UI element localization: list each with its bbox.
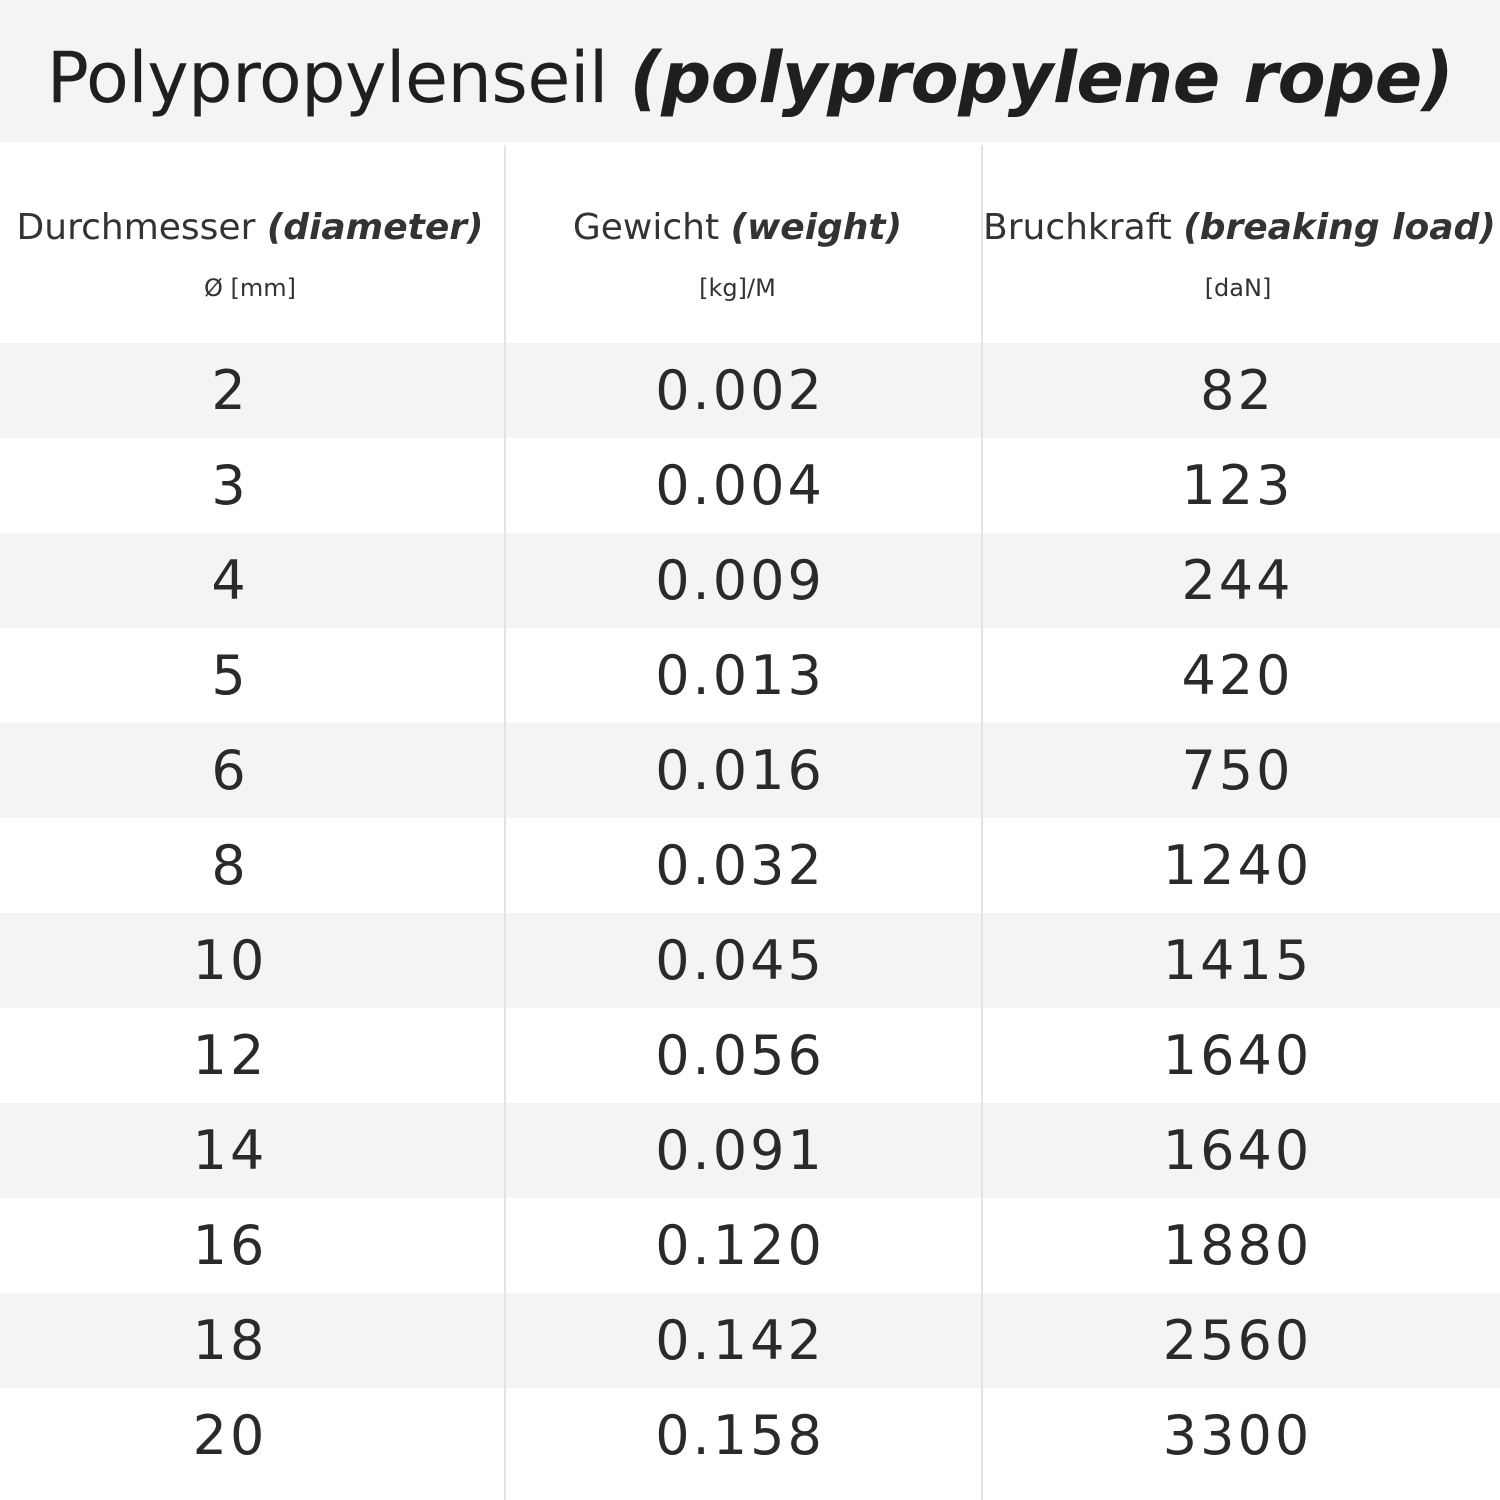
cell-diameter: 6 xyxy=(211,739,249,802)
table-row xyxy=(0,1198,1500,1293)
cell-weight: 0.056 xyxy=(655,1024,825,1087)
header-label: Bruchkraft xyxy=(983,207,1172,248)
header-label: Durchmesser xyxy=(16,207,256,248)
cell-weight: 0.091 xyxy=(655,1119,825,1182)
title-translation: (polypropylene rope) xyxy=(629,37,1454,119)
cell-weight: 0.013 xyxy=(655,644,825,707)
column-divider xyxy=(981,145,983,1500)
table-row xyxy=(0,913,1500,1008)
cell-breaking-load: 2560 xyxy=(1162,1309,1313,1372)
cell-breaking-load: 123 xyxy=(1181,454,1294,517)
table-row xyxy=(0,1103,1500,1198)
table-row xyxy=(0,438,1500,533)
cell-diameter: 20 xyxy=(192,1404,268,1467)
cell-diameter: 8 xyxy=(211,834,249,897)
column-header-weight xyxy=(500,205,975,303)
table-row xyxy=(0,818,1500,913)
page-title xyxy=(0,38,1500,118)
cell-breaking-load: 82 xyxy=(1200,359,1275,422)
header-label: Gewicht xyxy=(572,207,720,248)
cell-diameter: 4 xyxy=(211,549,249,612)
cell-diameter: 10 xyxy=(192,929,268,992)
cell-diameter: 18 xyxy=(192,1309,268,1372)
title-bar xyxy=(0,0,1500,142)
header-unit: [daN] xyxy=(1204,274,1272,302)
cell-breaking-load: 3300 xyxy=(1162,1404,1313,1467)
cell-weight: 0.016 xyxy=(655,739,825,802)
header-label-en: (breaking load) xyxy=(1183,207,1496,248)
cell-diameter: 14 xyxy=(192,1119,268,1182)
table-row xyxy=(0,1008,1500,1103)
cell-diameter: 2 xyxy=(211,359,249,422)
cell-diameter: 12 xyxy=(192,1024,268,1087)
cell-breaking-load: 750 xyxy=(1181,739,1294,802)
title-main: Polypropylenseil xyxy=(46,37,608,119)
cell-breaking-load: 1640 xyxy=(1162,1024,1313,1087)
cell-breaking-load: 1240 xyxy=(1162,834,1313,897)
cell-diameter: 5 xyxy=(211,644,249,707)
column-header-diameter xyxy=(0,205,500,303)
cell-breaking-load: 1640 xyxy=(1162,1119,1313,1182)
table-row xyxy=(0,1293,1500,1388)
table-row xyxy=(0,343,1500,438)
cell-breaking-load: 244 xyxy=(1181,549,1294,612)
header-label-en: (diameter) xyxy=(266,207,484,248)
table-row xyxy=(0,628,1500,723)
column-divider xyxy=(504,145,506,1500)
header-label-en: (weight) xyxy=(730,207,903,248)
table-row xyxy=(0,723,1500,818)
table-row xyxy=(0,1388,1500,1483)
cell-weight: 0.004 xyxy=(655,454,825,517)
column-header-breaking-load xyxy=(983,205,1496,303)
cell-weight: 0.142 xyxy=(655,1309,825,1372)
cell-breaking-load: 1415 xyxy=(1162,929,1313,992)
cell-weight: 0.009 xyxy=(655,549,825,612)
cell-breaking-load: 1880 xyxy=(1162,1214,1313,1277)
cell-weight: 0.045 xyxy=(655,929,825,992)
header-unit: [kg]/M xyxy=(699,274,776,302)
cell-weight: 0.002 xyxy=(655,359,825,422)
cell-diameter: 3 xyxy=(211,454,249,517)
cell-diameter: 16 xyxy=(192,1214,268,1277)
table-row xyxy=(0,533,1500,628)
cell-weight: 0.120 xyxy=(655,1214,825,1277)
header-unit: Ø [mm] xyxy=(203,274,296,302)
cell-weight: 0.032 xyxy=(655,834,825,897)
cell-weight: 0.158 xyxy=(655,1404,825,1467)
cell-breaking-load: 420 xyxy=(1181,644,1294,707)
